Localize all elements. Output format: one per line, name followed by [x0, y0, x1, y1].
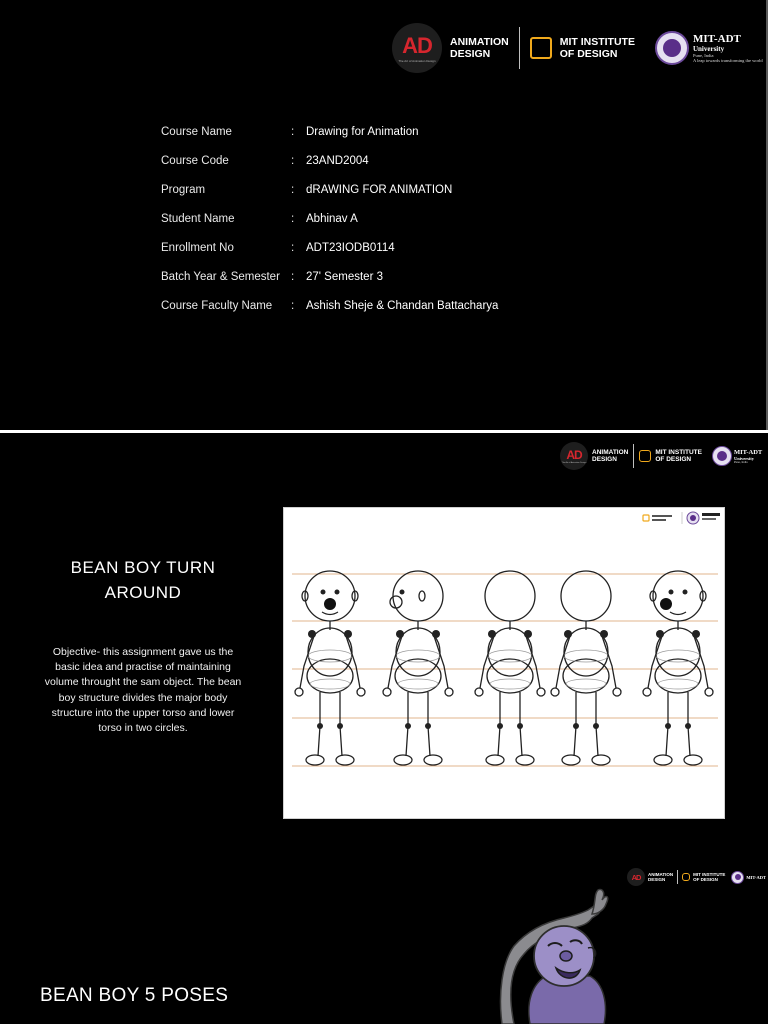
turnaround-slide — [0, 433, 768, 844]
mit-institute-label — [655, 449, 702, 463]
bean-boy-back-three-quarter — [551, 571, 621, 765]
ad-logo-mark: AD — [402, 33, 432, 58]
animation-design-label — [450, 36, 509, 60]
university-location: Pune, India — [692, 53, 714, 58]
university-location: Pune, India — [733, 459, 748, 464]
mit-adt-title: MIT-ADT — [692, 33, 741, 45]
info-row — [161, 154, 498, 183]
turnaround-drawing — [284, 508, 726, 820]
header-logos — [560, 442, 762, 470]
mit-adt-label — [732, 449, 762, 464]
logo-divider — [677, 870, 678, 884]
info-value: Ashish Sheje & Chandan Battacharya — [306, 300, 499, 312]
university-tagline: A leap towards transforming the world — [692, 58, 763, 63]
info-row — [161, 212, 498, 241]
info-colon: : — [291, 300, 295, 312]
mit-institute-line1: MIT INSTITUTE — [559, 36, 635, 48]
ad-logo-tagline: The Art of Animation Design — [561, 462, 587, 464]
mit-institute-line2: OF DESIGN — [559, 48, 618, 60]
info-value: Abhinav A — [306, 213, 358, 225]
design-word: DESIGN — [648, 877, 666, 882]
info-label: Course Name — [161, 126, 232, 138]
info-colon: : — [291, 271, 295, 283]
turnaround-sheet — [283, 507, 725, 819]
bean-boy-back — [475, 571, 545, 765]
mit-adt-label — [744, 875, 766, 880]
info-colon: : — [291, 126, 295, 138]
animation-word: ANIMATION — [592, 449, 629, 456]
title-slide — [0, 0, 768, 430]
info-label: Batch Year & Semester — [161, 271, 280, 283]
info-value: Drawing for Animation — [306, 126, 419, 138]
course-info-table — [161, 125, 498, 328]
ad-logo-tagline: The Art of Animation Design — [398, 59, 436, 63]
animation-word: ANIMATION — [648, 872, 674, 877]
slide-title: BEAN BOY TURN AROUND — [70, 558, 216, 602]
header-logos — [392, 22, 763, 74]
animation-design-label — [592, 449, 628, 463]
info-value: 27' Semester 3 — [306, 271, 383, 283]
info-row — [161, 299, 498, 328]
info-colon: : — [291, 184, 295, 196]
university-title: University — [692, 45, 725, 53]
info-row — [161, 183, 498, 212]
mit-institute-label — [693, 872, 725, 882]
mit-institute-line2: OF DESIGN — [655, 456, 692, 463]
info-value: ADT23IODB0114 — [306, 242, 395, 254]
bean-boy-figures — [295, 571, 713, 765]
mit-adt-title: MIT-ADT — [733, 448, 763, 456]
bean-boy-front — [295, 571, 365, 765]
header-logos — [627, 868, 766, 886]
mit-institute-line1: MIT INSTITUTE — [693, 872, 726, 877]
ad-logo — [560, 442, 588, 470]
sheet-logo-icon — [643, 512, 720, 524]
bean-boy-pose-illustration — [480, 884, 640, 1024]
university-seal-icon — [712, 446, 732, 466]
info-label: Program — [161, 184, 206, 196]
mit-logo-icon — [530, 37, 552, 59]
info-colon: : — [291, 213, 295, 225]
mit-institute-label — [560, 36, 635, 60]
ad-logo-mark: AD — [566, 448, 582, 462]
ad-logo-mark: AD — [631, 872, 641, 882]
university-seal-icon — [731, 871, 744, 884]
info-colon: : — [291, 155, 295, 167]
info-value: dRAWING FOR ANIMATION — [306, 184, 453, 196]
animation-word: ANIMATION — [450, 36, 509, 48]
info-label: Enrollment No — [161, 242, 234, 254]
mit-logo-icon — [682, 873, 690, 881]
info-colon: : — [291, 242, 295, 254]
design-word: DESIGN — [592, 456, 617, 463]
info-label: Course Faculty Name — [161, 300, 273, 312]
mit-adt-title: MIT-ADT — [746, 874, 767, 880]
slide-description: Objective- this assignment gave us the basic idea and practise of maintaining volume throught the sam object. The bean boy structure divides the major body structure into the upper torso and lower torso in two circles. — [44, 646, 242, 735]
bean-boy-side — [383, 571, 453, 765]
info-value: 23AND2004 — [306, 155, 369, 167]
info-row — [161, 125, 498, 154]
university-seal-icon — [655, 31, 689, 65]
mit-institute-line1: MIT INSTITUTE — [655, 449, 702, 456]
poses-slide — [0, 844, 768, 1024]
logo-divider — [633, 444, 634, 468]
mit-adt-label — [689, 33, 763, 63]
slide-title: BEAN BOY 5 POSES — [40, 985, 229, 1006]
logo-divider — [519, 27, 520, 69]
ad-logo — [392, 23, 442, 73]
bean-boy-three-quarter — [643, 571, 713, 765]
design-word: DESIGN — [450, 48, 491, 60]
info-row — [161, 270, 498, 299]
animation-design-label — [648, 872, 673, 882]
info-label: Course Code — [161, 155, 229, 167]
info-row — [161, 241, 498, 270]
mit-institute-line2: OF DESIGN — [693, 877, 718, 882]
info-label: Student Name — [161, 213, 235, 225]
mit-logo-icon — [639, 450, 651, 462]
university-title: University — [733, 455, 754, 461]
